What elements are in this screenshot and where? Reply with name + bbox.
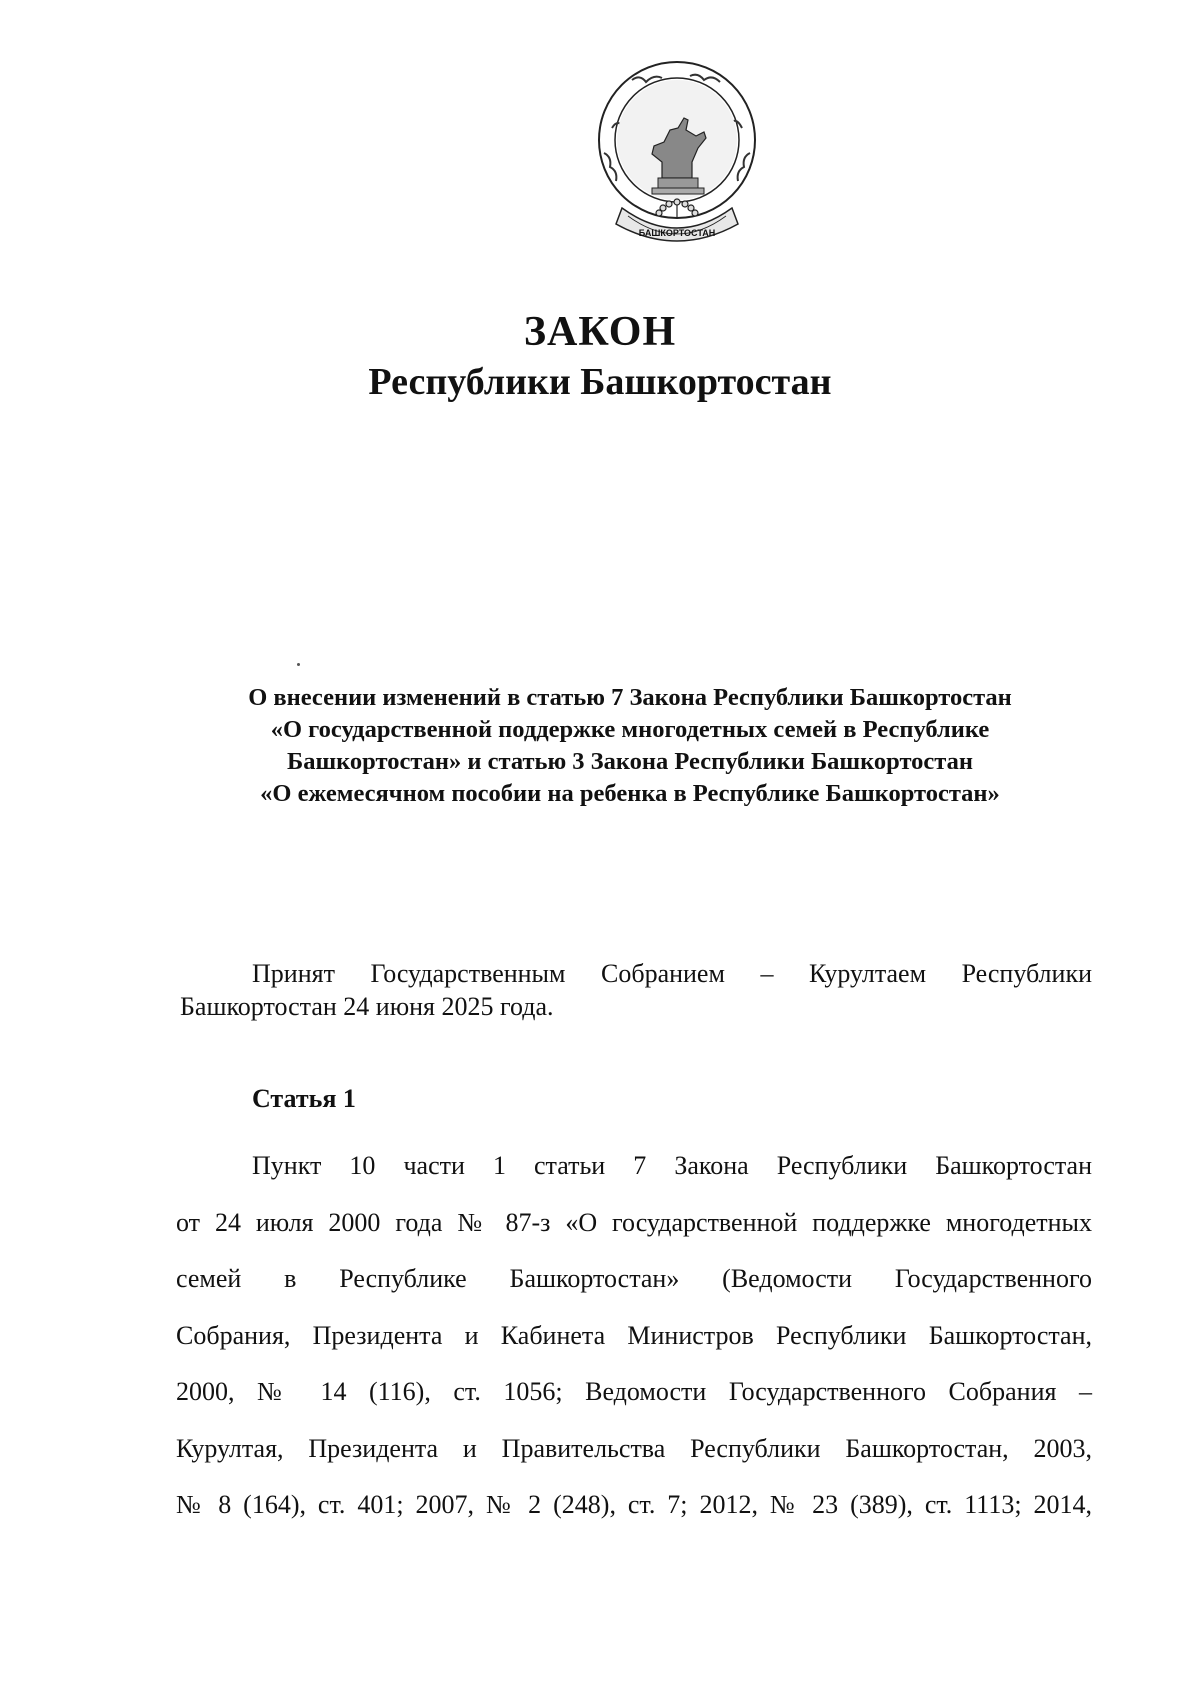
article-body [176,1138,1092,1534]
article-line: Собрания, Президента и Кабинета Министров Республики Башкортостан, [176,1320,1092,1350]
document-title: ЗАКОН [523,309,677,355]
subject-line: О внесении изменений в статью 7 Закона Республики Башкортостан [248,684,1012,711]
article-heading: Статья 1 [252,1084,356,1113]
adoption-line: Башкортостан 24 июня 2025 года. [180,992,554,1021]
article-line: Пункт 10 части 1 статьи 7 Закона Республики Башкортостан [252,1151,1092,1180]
adoption-statement [180,957,1092,1023]
law-subject [170,682,1090,810]
coat-of-arms-icon [592,58,762,248]
subject-line: «О государственной поддержке многодетных семей в Республике [270,716,990,743]
article-line: Курултая, Президента и Правительства Республики Башкортостан, 2003, [176,1433,1092,1463]
article-line: от 24 июля 2000 года № 87-з «О государственной поддержке многодетных [176,1207,1092,1237]
emblem-ribbon-text: БАШКОРТОСТАН [638,228,716,238]
scan-speck [297,663,300,666]
subject-line: Башкортостан» и статью 3 Закона Республики Башкортостан [287,748,973,775]
article-line: № 8 (164), ст. 401; 2007, № 2 (248), ст. 7; 2012, № 23 (389), ст. 1113; 2014, [176,1490,1092,1519]
article-line: 2000, № 14 (116), ст. 1056; Ведомости Государственного Собрания – [176,1377,1092,1406]
subject-line: «О ежемесячном пособии на ребенка в Республике Башкортостан» [260,780,1000,807]
document-subtitle: Республики Башкортостан [368,361,832,403]
adoption-line: Принят Государственным Собранием – Курултаем Республики [252,959,1092,988]
article-line: семей в Республике Башкортостан» (Ведомости Государственного [176,1264,1092,1293]
